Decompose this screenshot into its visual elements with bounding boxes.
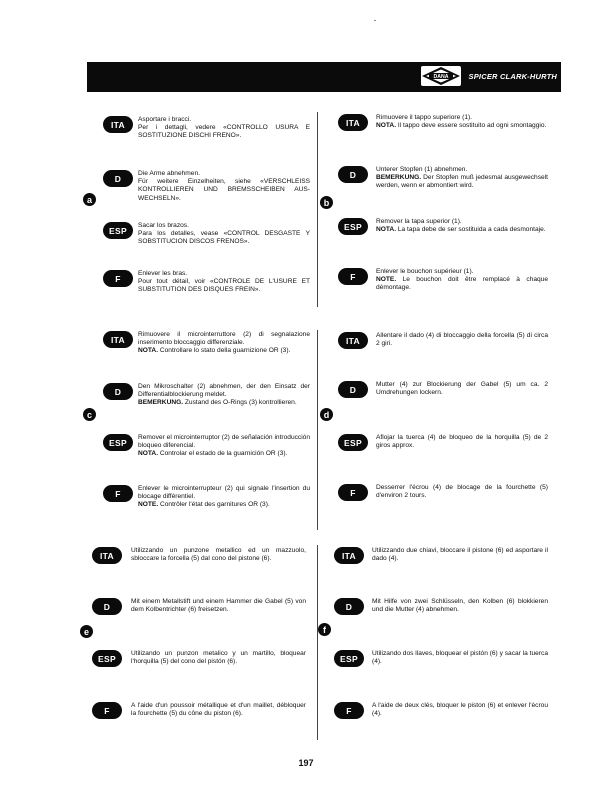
section-a-ita (138, 116, 310, 141)
instruction-text: Rimuovere il tappo superiore (1). (376, 114, 473, 121)
lang-badge-ita: ITA (103, 116, 133, 133)
note-label: NOTE. (376, 276, 397, 284)
section-marker-c: c (83, 408, 96, 421)
section-c-esp (138, 434, 310, 459)
instruction-text: Rimuovere il microinterruttore (2) di segnalazione inserimento bloccaggio differenziale. (138, 331, 310, 347)
section-b-d (376, 166, 548, 191)
section-f-d (372, 598, 548, 614)
instruction-text: Utilizzando un punzone metallico ed un mazzuolo, sbloccare la forcella (5) dal cono del pistone (6). (131, 547, 306, 563)
section-d-f (376, 484, 548, 500)
section-c-d (138, 383, 310, 408)
lang-badge-f: F (334, 702, 364, 719)
note-label: NOTA. (138, 347, 159, 355)
instruction-text: Aflojar la tuerca (4) de bloqueo de la horquilla (5) de 2 giros approx. (376, 434, 548, 450)
section-c-ita (138, 331, 310, 356)
lang-badge-d: D (338, 381, 368, 398)
instruction-detail: Pour tout détail, voir «CONTROLE DE L'USURE ET SUBSTITUTION DES DISQUES FREIN». (138, 278, 310, 294)
note-label: NOTA. (376, 122, 397, 130)
instruction-text: Den Mikroschalter (2) abnehmen, der den Einsatz der Differentialblockierung meldet. (138, 383, 310, 399)
lang-badge-d: D (338, 166, 368, 183)
lang-badge-ita: ITA (334, 547, 364, 564)
brand-logo-text: DANA (433, 74, 449, 81)
lang-badge-f: F (338, 268, 368, 285)
note-text: Controllare lo stato della guarnizione OR (3). (159, 347, 291, 355)
instruction-text: Sacar los brazos. (138, 222, 189, 229)
note-text: Der Stopfen muß jedesmal ausgewechselt werden, wenn er abmontiert wird. (376, 174, 548, 190)
section-e-ita (131, 547, 306, 563)
lang-badge-d: D (92, 598, 122, 615)
section-f-esp (372, 650, 548, 666)
instruction-text: Mit einem Metallstift und einem Hammer die Gabel (5) von dem Kolbentrichter (6) freisetzen. (131, 598, 306, 614)
instruction-text: Enlever le microinterrupteur (2) qui signale l'insertion du blocage différentiel. (138, 485, 310, 501)
section-e-f (131, 702, 306, 718)
section-a-f (138, 270, 310, 295)
instruction-note (138, 399, 310, 407)
lang-badge-f: F (103, 485, 133, 502)
column-divider-middle (317, 330, 318, 530)
section-marker-f: f (318, 623, 331, 636)
instruction-text: Enlever les bras. (138, 270, 188, 277)
instruction-text: Utilizando dos llaves, bloquear el pistón (6) y sacar la tuerca (4). (372, 650, 548, 666)
note-text: La tapa debe de ser sostituida a cada desmontaje. (397, 226, 546, 234)
instruction-detail: Per i dettagli, vedere «CONTROLLO USURA E SOSTITUZIONE DISCHI FRENO». (138, 124, 310, 140)
note-text: Contrôler l'état des garnitures OR (3). (160, 501, 270, 509)
lang-badge-esp: ESP (338, 218, 368, 235)
instruction-text: Allentare il dado (4) di bloccaggio della forcella (5) di circa 2 giri. (376, 332, 548, 348)
instruction-text: Remover el microinterruptor (2) de señalación introducción bloqueo diferencial. (138, 434, 310, 450)
section-a-esp (138, 222, 310, 247)
section-e-d (131, 598, 306, 614)
note-label: NOTA. (376, 226, 397, 234)
note-text: Controlar el estado de la guarnición OR (3). (159, 450, 288, 458)
section-c-f (138, 485, 310, 510)
lang-badge-esp: ESP (334, 650, 364, 667)
instruction-text: Mit Hilfe von zwei Schlüsseln, den Kolben (6) blokkieren und die Mutter (4) abnehmen. (372, 598, 548, 614)
instruction-note (376, 122, 548, 130)
instruction-text: Enlever le bouchon supérieur (1). (376, 268, 474, 275)
instruction-detail: Para los detalles, vease «CONTROL DESGASTE Y SOBSTITUCION DISCOS FRENOS». (138, 230, 310, 246)
instruction-text: Utilizando un punzon metalico y un martillo, bloquear l'horquilla (5) del cono del pistón (6). (131, 650, 306, 666)
lang-badge-esp: ESP (103, 434, 133, 451)
section-marker-b: b (320, 196, 333, 209)
section-e-esp (131, 650, 306, 666)
section-d-ita (376, 332, 548, 348)
note-text: Il tappo deve essere sostituito ad ogni smontaggio. (397, 122, 547, 130)
section-marker-a: a (83, 193, 96, 206)
scan-mark (374, 20, 376, 21)
lang-badge-f: F (103, 270, 133, 287)
lang-badge-esp: ESP (92, 650, 122, 667)
note-label: BEMERKUNG. (376, 174, 422, 182)
section-marker-e: e (80, 625, 93, 638)
lang-badge-d: D (103, 383, 133, 400)
page-number: 197 (298, 758, 314, 768)
instruction-note (376, 226, 548, 234)
instruction-text: Desserrer l'écrou (4) de blocage de la fourchette (5) d'environ 2 tours. (376, 484, 548, 500)
instruction-text: Mutter (4) zur Blockierung der Gabel (5) um ca. 2 Umdrehungen lockern. (376, 381, 548, 397)
instruction-note (376, 174, 548, 190)
section-f-ita (372, 547, 548, 563)
instruction-text: Utilizzando due chiavi, bloccare il pistone (6) ed asportare il dado (4). (372, 547, 548, 563)
column-divider-bottom (317, 545, 318, 740)
note-text: Zustand des O-Rings (3) kontrollieren. (184, 399, 297, 407)
instruction-text: Unterer Stopfen (1) abnehmen. (376, 166, 468, 173)
instruction-detail: Für weitere Einzelheiten, siehe «VERSCHLEISS KONTROLLIEREN UND BREMSSCHEIBEN AUS-WECHSELN». (138, 178, 310, 202)
column-divider-top (317, 112, 318, 307)
instruction-note (138, 347, 310, 355)
brand (421, 66, 557, 86)
section-marker-d: d (320, 408, 333, 421)
note-label: BEMERKUNG. (138, 399, 184, 407)
section-d-esp (376, 434, 548, 450)
lang-badge-f: F (92, 702, 122, 719)
note-label: NOTA. (138, 450, 159, 458)
section-d-d (376, 381, 548, 397)
instruction-text: A l'aide de deux clés, bloquer le piston (6) et enlever l'écrou (4). (372, 702, 548, 718)
instruction-note (376, 276, 548, 292)
instruction-note (138, 501, 310, 509)
section-f-f (372, 702, 548, 718)
lang-badge-f: F (338, 484, 368, 501)
section-a-d (138, 170, 310, 203)
instruction-text: A l'aide d'un poussoir métallique et d'un maillet, débloquer la fourchette (5) du cône du piston (6). (131, 702, 306, 718)
note-label: NOTE. (138, 501, 159, 509)
lang-badge-d: D (103, 170, 133, 187)
lang-badge-ita: ITA (92, 547, 122, 564)
note-text: Le bouchon doit être remplacé à chaque démontage. (376, 276, 548, 292)
section-b-esp (376, 218, 548, 234)
lang-badge-ita: ITA (103, 331, 133, 348)
instruction-text: Asportare i bracci. (138, 116, 192, 123)
lang-badge-ita: ITA (338, 332, 368, 349)
section-b-ita (376, 114, 548, 130)
lang-badge-esp: ESP (103, 222, 133, 239)
instruction-text: Die Arme abnehmen. (138, 170, 200, 177)
instruction-text: Remover la tapa superior (1). (376, 218, 462, 225)
brand-name: SPICER CLARK-HURTH (468, 71, 557, 81)
dana-logo (421, 66, 461, 86)
lang-badge-d: D (334, 598, 364, 615)
lang-badge-ita: ITA (338, 114, 368, 131)
lang-badge-esp: ESP (338, 434, 368, 451)
section-b-f (376, 268, 548, 293)
instruction-note (138, 450, 310, 458)
